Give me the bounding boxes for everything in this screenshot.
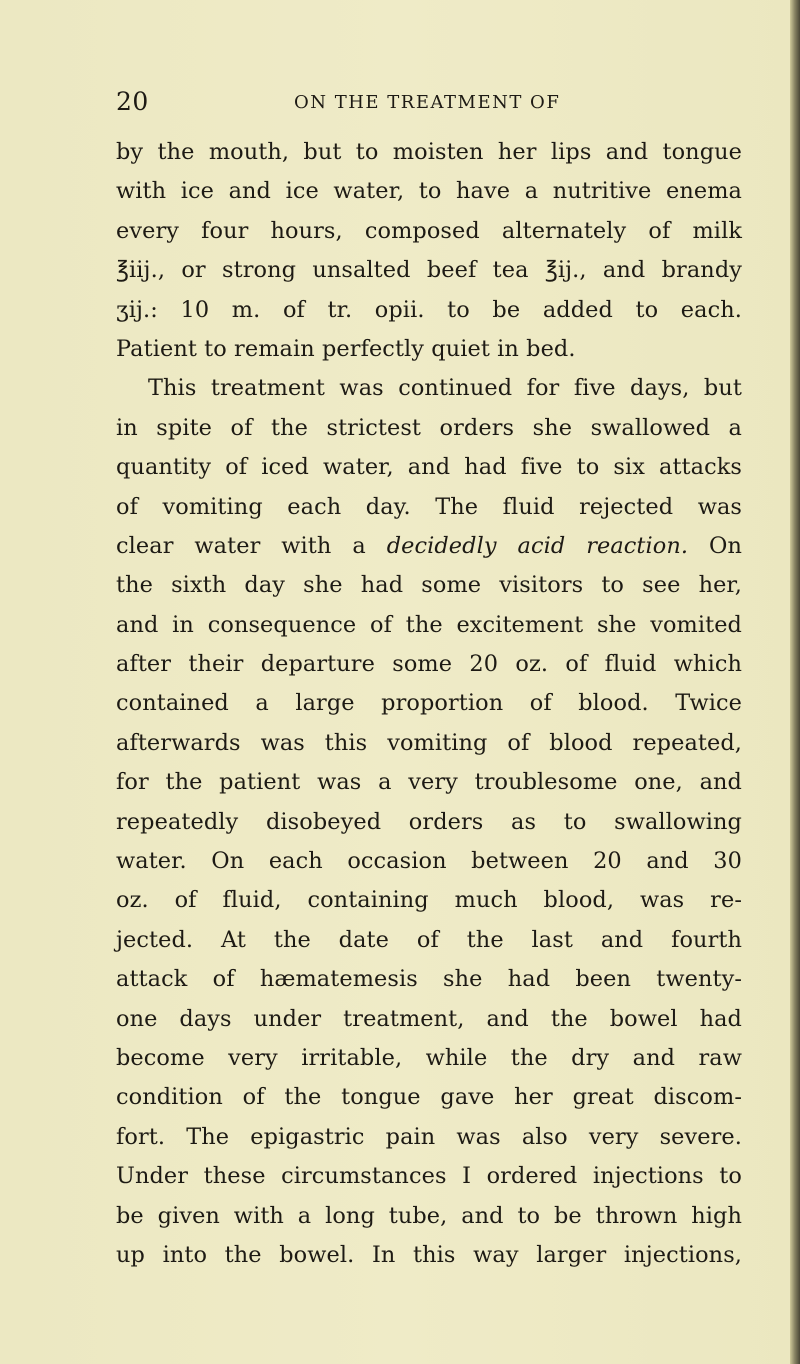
text-line: for the patient was a very troublesome one, and [116,769,742,796]
text-line: the sixth day she had some visitors to see her, [116,572,742,599]
text-line: afterwards was this vomiting of blood repeated, [116,729,742,756]
paragraph-start-line: This treatment was continued for five days, but [148,375,742,402]
text-line: ℥iij., or strong unsalted beef tea ℥ij., and brandy [116,257,742,284]
text-line: fort. The epigastric pain was also very severe. [116,1123,742,1150]
text-segment: clear water with a [116,532,366,559]
text-line: attack of hæmatemesis she had been twenty- [116,966,742,993]
text-line: repeatedly disobeyed orders as to swallowing [116,808,742,835]
text-line: quantity of iced water, and had five to six attacks [116,454,742,481]
text-line-with-italic [116,527,742,566]
text-line: oz. of fluid, containing much blood, was re- [116,887,742,914]
text-line: condition of the tongue gave her great discom- [116,1084,742,1111]
running-head: ON THE TREATMENT OF [294,92,561,113]
text-line: Patient to remain perfectly quiet in bed. [116,335,576,362]
page-edge-shadow [790,0,800,1364]
page-header [116,88,736,118]
text-line: ʒij.: 10 m. of tr. opii. to be added to each. [116,296,742,323]
body-text [116,133,742,1275]
text-line: become very irritable, while the dry and raw [116,1044,742,1071]
text-line: up into the bowel. In this way larger injections, [116,1241,742,1268]
text-line: be given with a long tube, and to be thrown high [116,1202,742,1229]
text-line: contained a large proportion of blood. Twice [116,690,742,717]
text-line: in spite of the strictest orders she swallowed a [116,414,742,441]
text-line: by the mouth, but to moisten her lips and tongue [116,139,742,165]
text-line: water. On each occasion between 20 and 30 [116,848,742,875]
text-line: Under these circumstances I ordered injections to [116,1163,742,1190]
text-line: after their departure some 20 oz. of fluid which [116,651,742,678]
text-line: and in consequence of the excitement she vomited [116,611,742,638]
text-segment: On [709,532,742,559]
text-line: with ice and ice water, to have a nutritive enema [116,178,742,205]
text-line: jected. At the date of the last and fourth [116,926,742,953]
text-line: every four hours, composed alternately of milk [116,217,742,244]
text-line: of vomiting each day. The fluid rejected was [116,493,742,520]
page-number: 20 [116,87,149,116]
italic-phrase: decidedly acid reaction. [386,532,689,559]
text-line: one days under treatment, and the bowel had [116,1005,742,1032]
